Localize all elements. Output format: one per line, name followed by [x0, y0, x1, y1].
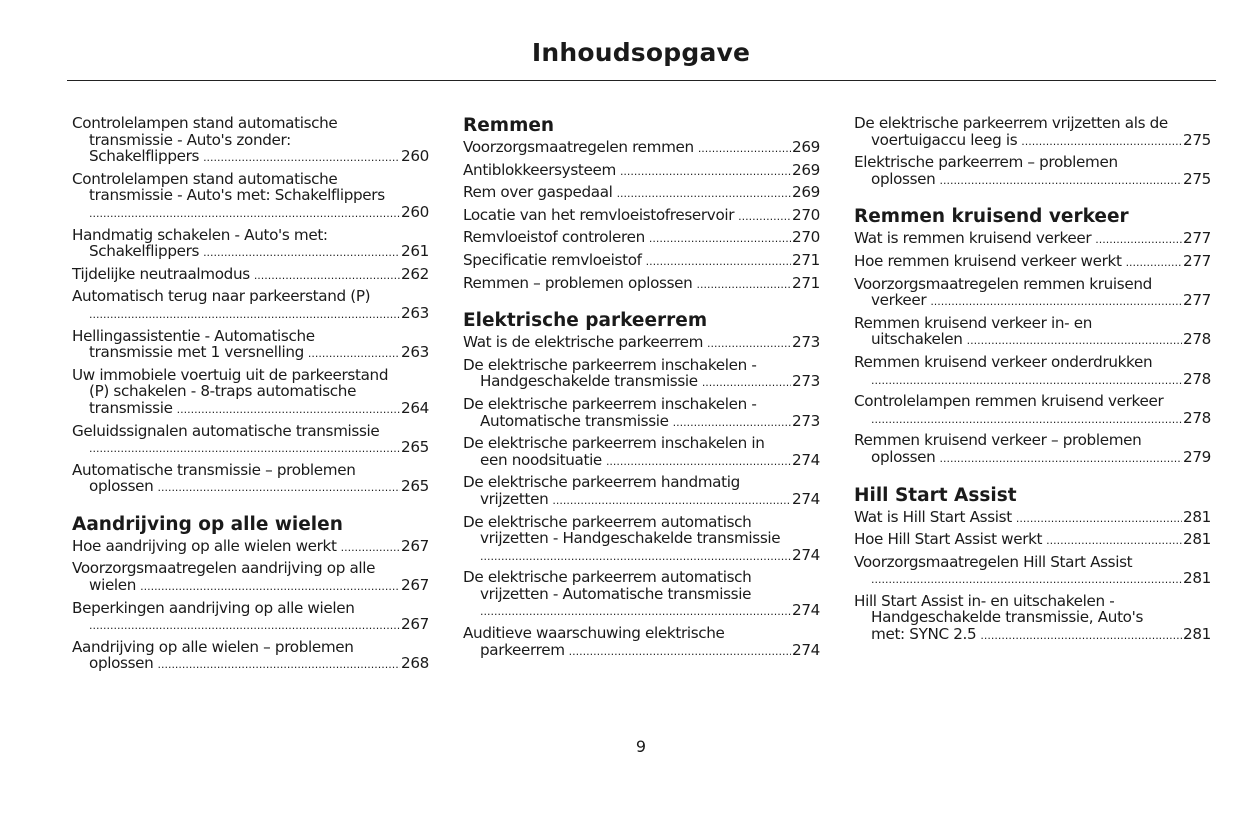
toc-entry-text: Hellingassistentie - Automatische: [72, 326, 315, 345]
toc-entry-text: Handmatig schakelen - Auto's met:: [72, 225, 328, 244]
toc-entry[interactable]: [463, 139, 820, 156]
dot-leader: [673, 413, 791, 430]
toc-entry-text: Automatische transmissie – problemen: [72, 460, 356, 479]
toc-entry-line: [72, 439, 429, 456]
toc-entry-line: [72, 266, 429, 283]
dot-leader: [707, 334, 791, 351]
toc-page-number: 267: [401, 615, 429, 634]
toc-entry[interactable]: [854, 531, 1211, 548]
dot-leader: [203, 243, 400, 260]
toc-entry-line: [463, 162, 820, 179]
toc-entry-line: [854, 132, 1211, 149]
toc-entry-line: [72, 400, 429, 417]
toc-entry-line: [463, 530, 820, 547]
toc-entry-line: [463, 625, 820, 642]
toc-entry-line: [72, 305, 429, 322]
dot-leader: [157, 655, 400, 672]
toc-entry[interactable]: [72, 288, 429, 321]
page-title: Inhoudsopgave: [531, 38, 751, 67]
toc-entry-text: Aandrijving op alle wielen – problemen: [72, 637, 354, 656]
dot-leader: [649, 229, 791, 246]
toc-entry-line: [463, 569, 820, 586]
toc-column-2: [463, 115, 820, 664]
toc-entry-line: [854, 154, 1211, 171]
toc-entry-text: Wat is Hill Start Assist: [854, 507, 1012, 526]
toc-page-number: 260: [401, 202, 429, 221]
toc-entry-line: [72, 132, 429, 149]
toc-page-number: 274: [792, 450, 820, 469]
dot-leader: [696, 275, 791, 292]
toc-entry[interactable]: [72, 423, 429, 456]
section-heading: Hill Start Assist: [854, 484, 1017, 506]
toc-page-number: 273: [792, 411, 820, 430]
toc-page-number: 277: [1183, 291, 1211, 310]
toc-entry-line: [854, 554, 1211, 571]
toc-entry-line: [463, 396, 820, 413]
toc-entry-line: [72, 115, 429, 132]
dot-leader: [980, 626, 1182, 643]
toc-entry-text: Voorzorgsmaatregelen remmen kruisend: [854, 274, 1152, 293]
toc-entry-line: [72, 577, 429, 594]
toc-page-number: 273: [792, 333, 820, 352]
toc-entry-line: [463, 452, 820, 469]
dot-leader: [341, 538, 400, 555]
toc-entry-text: Hill Start Assist in- en uitschakelen -: [854, 591, 1115, 610]
toc-page-number: 269: [792, 138, 820, 156]
dot-leader: [1126, 253, 1182, 270]
toc-entry-line: [854, 531, 1211, 548]
toc-entry[interactable]: [463, 275, 820, 292]
toc-page-number: 270: [792, 228, 820, 247]
toc-page-number: 273: [792, 372, 820, 391]
toc-entry[interactable]: [463, 229, 820, 246]
dot-leader: [89, 616, 400, 633]
toc-entry-text: Remmen kruisend verkeer onderdrukken: [854, 352, 1153, 371]
toc-entry[interactable]: [854, 593, 1211, 643]
toc-page-number: 260: [401, 147, 429, 166]
toc-entry-text: transmissie - Auto's zonder:: [89, 130, 291, 149]
toc-page-number: 278: [1183, 408, 1211, 427]
toc-entry-line: [72, 171, 429, 188]
toc-entry[interactable]: [72, 639, 429, 672]
dot-leader: [177, 400, 400, 417]
dot-leader: [89, 204, 400, 221]
dot-leader: [871, 410, 1182, 427]
toc-column-3: [854, 115, 1211, 649]
toc-entry-text: Remmen – problemen oplossen: [463, 273, 693, 292]
toc-entry-text: Remmen kruisend verkeer in- en: [854, 313, 1093, 332]
dot-leader: [1021, 132, 1182, 149]
toc-entry-line: [463, 435, 820, 452]
toc-entry-text: Handgeschakelde transmissie: [480, 372, 698, 391]
toc-entry-text: vrijzetten - Automatische transmissie: [480, 584, 752, 603]
toc-page-number: 263: [401, 343, 429, 362]
toc-entry-text: De elektrische parkeerrem vrijzetten als de: [854, 114, 1168, 132]
dot-leader: [930, 292, 1182, 309]
toc-page-number: 269: [792, 160, 820, 179]
toc-entry[interactable]: [463, 625, 820, 658]
toc-entry-line: [72, 423, 429, 440]
toc-entry-line: [72, 187, 429, 204]
toc-entry-line: [463, 514, 820, 531]
toc-entry-text: wielen: [89, 576, 137, 595]
toc-entry-line: [854, 410, 1211, 427]
toc-entry-line: [72, 655, 429, 672]
toc-entry-line: [72, 344, 429, 361]
toc-entry[interactable]: [72, 115, 429, 165]
toc-entry-text: Hoe remmen kruisend verkeer werkt: [854, 251, 1122, 270]
dot-leader: [480, 547, 791, 564]
toc-page-number: 281: [1183, 569, 1211, 588]
toc-entry-line: [463, 357, 820, 374]
toc-entry-text: Voorzorgsmaatregelen remmen: [463, 138, 694, 156]
toc-entry-text: De elektrische parkeerrem automatisch: [463, 568, 752, 587]
toc-entry[interactable]: [72, 600, 429, 633]
toc-entry-text: uitschakelen: [871, 330, 963, 349]
toc-entry[interactable]: [854, 315, 1211, 348]
section-heading: Elektrische parkeerrem: [463, 310, 708, 332]
dot-leader: [939, 449, 1182, 466]
toc-entry[interactable]: [854, 354, 1211, 387]
dot-leader: [967, 331, 1182, 348]
toc-entry-text: oplossen: [871, 447, 936, 466]
dot-leader: [620, 162, 791, 179]
toc-entry-text: oplossen: [89, 654, 154, 673]
toc-entry-text: Geluidssignalen automatische transmissie: [72, 421, 380, 440]
toc-entry-text: met: SYNC 2.5: [871, 625, 977, 644]
toc-page-number: 271: [792, 273, 820, 292]
toc-entry-line: [463, 207, 820, 224]
toc-entry-line: [854, 331, 1211, 348]
toc-page-number: 281: [1183, 625, 1211, 644]
toc-entry-text: Specificatie remvloeistof: [463, 250, 642, 269]
toc-entry-text: Auditieve waarschuwing elektrische: [463, 624, 725, 643]
toc-entry-text: Automatisch terug naar parkeerstand (P): [72, 287, 371, 306]
toc-entry-line: [72, 148, 429, 165]
toc-entry[interactable]: [854, 253, 1211, 270]
toc-entry-line: [72, 328, 429, 345]
toc-entry-text: Wat is de elektrische parkeerrem: [463, 333, 704, 352]
toc-page-number: 262: [401, 264, 429, 283]
dot-leader: [606, 452, 791, 469]
toc-entry-line: [72, 227, 429, 244]
toc-entry-line: [854, 115, 1211, 132]
toc-entry[interactable]: [854, 554, 1211, 587]
toc-entry-line: [854, 230, 1211, 247]
toc-entry[interactable]: [72, 462, 429, 495]
toc-entry-text: De elektrische parkeerrem inschakelen -: [463, 394, 757, 413]
dot-leader: [939, 171, 1182, 188]
dot-leader: [646, 252, 791, 269]
toc-entry-text: Voorzorgsmaatregelen Hill Start Assist: [854, 552, 1133, 571]
dot-leader: [157, 478, 400, 495]
toc-entry-text: De elektrische parkeerrem inschakelen in: [463, 434, 765, 453]
toc-entry-line: [463, 275, 820, 292]
dot-leader: [617, 184, 791, 201]
toc-entry[interactable]: [854, 393, 1211, 426]
dot-leader: [552, 491, 791, 508]
toc-entry-line: [72, 204, 429, 221]
toc-page-number: 265: [401, 438, 429, 457]
dot-leader: [480, 602, 791, 619]
toc-entry-text: Schakelflippers: [89, 147, 200, 166]
toc-entry-text: vrijzetten - Handgeschakelde transmissie: [480, 529, 781, 548]
toc-page-number: 271: [792, 250, 820, 269]
header-divider: [67, 80, 1216, 81]
toc-entry-line: [72, 639, 429, 656]
toc-page-number: 281: [1183, 507, 1211, 526]
toc-entry-line: [854, 626, 1211, 643]
dot-leader: [254, 266, 400, 283]
toc-entry[interactable]: [463, 162, 820, 179]
toc-entry-text: Voorzorgsmaatregelen aandrijving op alle: [72, 559, 376, 578]
toc-entry-line: [854, 593, 1211, 610]
dot-leader: [871, 371, 1182, 388]
toc-entry[interactable]: [72, 227, 429, 260]
toc-entry[interactable]: [463, 514, 820, 564]
toc-entry-text: voertuigaccu leeg is: [871, 130, 1018, 149]
toc-page-number: 277: [1183, 229, 1211, 248]
toc-page-number: 267: [401, 536, 429, 555]
toc-page-number: 274: [792, 545, 820, 564]
toc-entry[interactable]: [72, 367, 429, 417]
toc-entry-text: Controlelampen remmen kruisend verkeer: [854, 392, 1164, 411]
toc-entry-line: [854, 509, 1211, 526]
toc-page-number: 281: [1183, 530, 1211, 549]
toc-entry-text: Elektrische parkeerrem – problemen: [854, 153, 1118, 172]
toc-entry-text: Automatische transmissie: [480, 411, 669, 430]
toc-entry-text: (P) schakelen - 8-traps automatische: [89, 382, 357, 401]
toc-entry[interactable]: [72, 538, 429, 555]
toc-page-number: 275: [1183, 130, 1211, 149]
toc-entry-line: [463, 334, 820, 351]
dot-leader: [738, 207, 791, 224]
toc-entry-text: transmissie met 1 versnelling: [89, 343, 304, 362]
toc-entry-line: [72, 243, 429, 260]
dot-leader: [140, 577, 400, 594]
toc-entry-text: parkeerrem: [480, 640, 565, 659]
toc-entry-text: Antiblokkeersysteem: [463, 160, 616, 179]
toc-entry-text: transmissie - Auto's met: Schakelflippers: [89, 186, 385, 205]
toc-page-number: 277: [1183, 251, 1211, 270]
dot-leader: [871, 570, 1182, 587]
dot-leader: [569, 642, 791, 659]
toc-entry-text: oplossen: [89, 477, 154, 496]
toc-entry-line: [854, 371, 1211, 388]
toc-entry-line: [463, 413, 820, 430]
toc-entry-line: [463, 229, 820, 246]
toc-entry-text: een noodsituatie: [480, 450, 602, 469]
toc-entry-text: Wat is remmen kruisend verkeer: [854, 229, 1092, 248]
toc-page-number: 265: [401, 477, 429, 496]
toc-page-number: 278: [1183, 330, 1211, 349]
toc-entry-line: [463, 586, 820, 603]
dot-leader: [89, 305, 400, 322]
toc-entry-text: Controlelampen stand automatische: [72, 169, 338, 188]
section-heading: Remmen kruisend verkeer: [854, 206, 1129, 228]
toc-page-number: 279: [1183, 447, 1211, 466]
toc-page-number: 274: [792, 489, 820, 508]
dot-leader: [1095, 230, 1182, 247]
toc-entry-line: [463, 642, 820, 659]
dot-leader: [1016, 509, 1182, 526]
toc-entry[interactable]: [72, 560, 429, 593]
toc-entry-line: [854, 292, 1211, 309]
section-heading: Remmen: [463, 115, 555, 136]
toc-page-number: 267: [401, 576, 429, 595]
toc-entry[interactable]: [463, 207, 820, 224]
toc-page-number: 274: [792, 601, 820, 620]
toc-entry-line: [72, 538, 429, 555]
toc-entry-text: De elektrische parkeerrem automatisch: [463, 512, 752, 531]
toc-entry[interactable]: [854, 154, 1211, 187]
toc-page-number: 270: [792, 205, 820, 224]
toc-entry-text: Locatie van het remvloeistofreservoir: [463, 205, 735, 224]
toc-entry[interactable]: [463, 334, 820, 351]
dot-leader: [203, 148, 400, 165]
toc-page-number: 264: [401, 398, 429, 417]
toc-entry-text: vrijzetten: [480, 489, 549, 508]
dot-leader: [1046, 531, 1182, 548]
toc-entry-line: [854, 354, 1211, 371]
toc-page-number: 275: [1183, 169, 1211, 188]
toc-entry-text: oplossen: [871, 169, 936, 188]
toc-entry-text: Hoe aandrijving op alle wielen werkt: [72, 536, 337, 555]
toc-page-number: 268: [401, 654, 429, 673]
toc-column-1: [72, 115, 429, 678]
toc-entry-text: Uw immobiele voertuig uit de parkeerstand: [72, 365, 389, 384]
toc-entry[interactable]: [854, 115, 1211, 148]
dot-leader: [698, 139, 791, 156]
toc-entry-line: [463, 547, 820, 564]
toc-entry-line: [463, 252, 820, 269]
section-heading: Aandrijving op alle wielen: [72, 513, 343, 535]
toc-entry-text: Tijdelijke neutraalmodus: [72, 264, 250, 283]
toc-entry[interactable]: [463, 396, 820, 429]
toc-entry-line: [854, 449, 1211, 466]
toc-entry[interactable]: [463, 252, 820, 269]
toc-entry-line: [854, 393, 1211, 410]
toc-entry-line: [463, 491, 820, 508]
toc-entry-line: [854, 253, 1211, 270]
toc-entry-line: [72, 560, 429, 577]
toc-entry-line: [72, 462, 429, 479]
toc-entry-line: [72, 616, 429, 633]
toc-entry-line: [72, 383, 429, 400]
toc-entry[interactable]: [854, 230, 1211, 247]
toc-page-number: 278: [1183, 369, 1211, 388]
dot-leader: [702, 373, 791, 390]
toc-entry-text: Remvloeistof controleren: [463, 228, 645, 247]
toc-entry-line: [72, 288, 429, 305]
toc-entry-text: De elektrische parkeerrem handmatig: [463, 473, 740, 492]
toc-entry-text: De elektrische parkeerrem inschakelen -: [463, 355, 757, 374]
toc-entry-line: [463, 139, 820, 156]
toc-entry-text: Hoe Hill Start Assist werkt: [854, 530, 1043, 549]
toc-entry-text: verkeer: [871, 291, 927, 310]
toc-entry-line: [72, 478, 429, 495]
toc-entry[interactable]: [463, 435, 820, 468]
toc-entry[interactable]: [854, 276, 1211, 309]
toc-entry-line: [854, 171, 1211, 188]
toc-entry[interactable]: [463, 474, 820, 507]
toc-page-number: 269: [792, 183, 820, 202]
toc-entry-text: Remmen kruisend verkeer – problemen: [854, 431, 1142, 450]
toc-entry[interactable]: [72, 266, 429, 283]
toc-entry-text: transmissie: [89, 398, 173, 417]
toc-entry-line: [463, 184, 820, 201]
dot-leader: [89, 439, 400, 456]
toc-entry-line: [854, 609, 1211, 626]
toc-entry-line: [463, 474, 820, 491]
toc-entry[interactable]: [463, 569, 820, 619]
toc-page-number: 274: [792, 640, 820, 659]
toc-entry-line: [854, 432, 1211, 449]
dot-leader: [308, 344, 400, 361]
toc-entry-text: Beperkingen aandrijving op alle wielen: [72, 598, 355, 617]
toc-entry[interactable]: [854, 432, 1211, 465]
toc-entry-text: Schakelflippers: [89, 242, 200, 261]
toc-page-number: 261: [401, 242, 429, 261]
toc-entry-text: Handgeschakelde transmissie, Auto's: [871, 608, 1144, 627]
toc-entry-line: [854, 570, 1211, 587]
toc-page-number: 263: [401, 303, 429, 322]
toc-entry-line: [463, 602, 820, 619]
page-number: 9: [635, 737, 647, 756]
toc-entry[interactable]: [463, 357, 820, 390]
toc-entry-line: [72, 600, 429, 617]
toc-entry[interactable]: [72, 328, 429, 361]
toc-entry[interactable]: [463, 184, 820, 201]
toc-entry-line: [854, 315, 1211, 332]
toc-entry-text: Controlelampen stand automatische: [72, 114, 338, 132]
toc-entry-line: [72, 367, 429, 384]
toc-entry-line: [463, 373, 820, 390]
toc-entry[interactable]: [72, 171, 429, 221]
toc-entry[interactable]: [854, 509, 1211, 526]
toc-entry-line: [854, 276, 1211, 293]
toc-entry-text: Rem over gaspedaal: [463, 183, 613, 202]
